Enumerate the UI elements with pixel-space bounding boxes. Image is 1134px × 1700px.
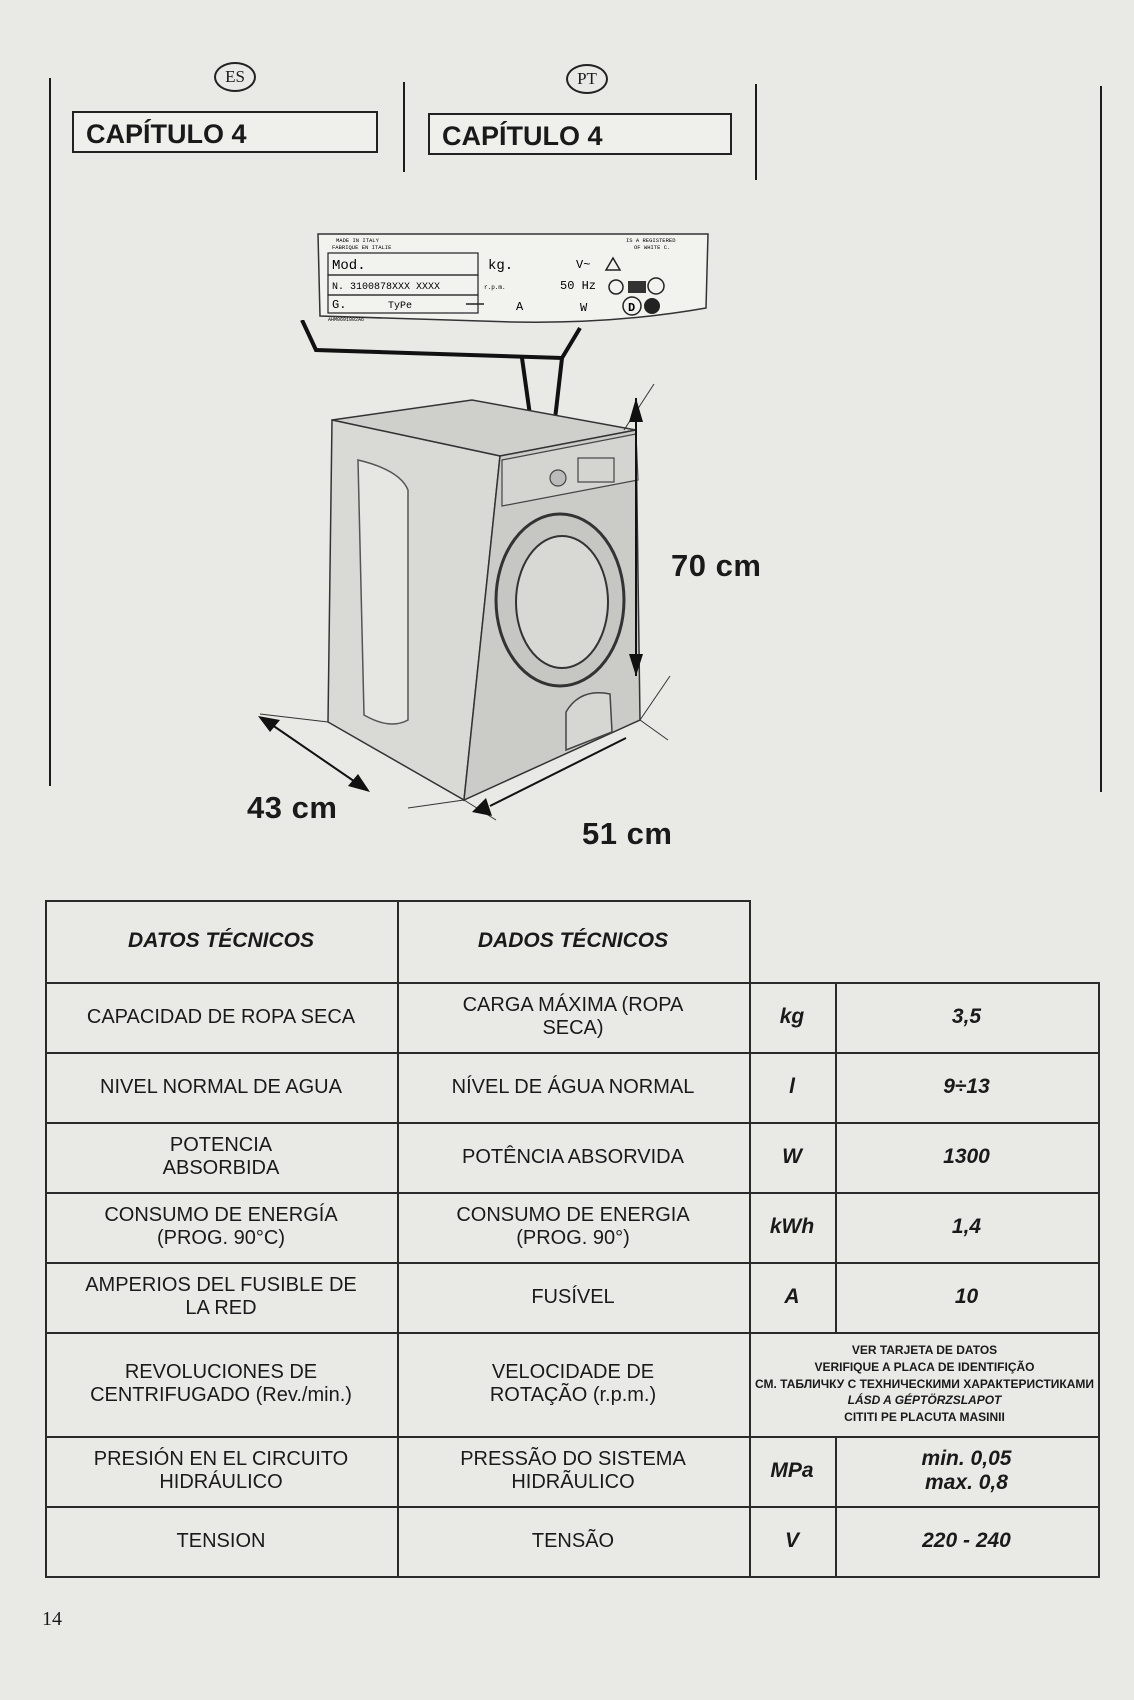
cell-unit: V xyxy=(784,1528,799,1552)
table-row xyxy=(45,1122,1100,1192)
cell-pt: VELOCIDADE DE ROTAÇÃO (r.p.m.) xyxy=(489,1361,657,1406)
cell-unit: W xyxy=(782,1144,802,1168)
cell-unit: l xyxy=(789,1074,795,1098)
cell-value: 1,4 xyxy=(951,1214,982,1238)
height-dimension-label: 70 cm xyxy=(671,548,762,583)
label-volt: V~ xyxy=(576,258,591,272)
label-kg: kg. xyxy=(488,258,514,274)
label-g: G. xyxy=(332,298,347,312)
cell-unit: MPa xyxy=(770,1458,814,1482)
label-hz: 50 Hz xyxy=(560,279,597,293)
header-pt: DADOS TÉCNICOS xyxy=(477,928,669,952)
cell-value: 9÷13 xyxy=(943,1074,990,1098)
label-w: W xyxy=(580,301,588,315)
table-row xyxy=(45,1052,1100,1122)
rpm-note: CITITI PE PLACUTA MASINII xyxy=(844,1410,1005,1425)
rating-label-plate xyxy=(316,232,710,326)
svg-text:D: D xyxy=(628,301,636,315)
right-rule xyxy=(1100,86,1102,792)
table-row xyxy=(45,1506,1100,1576)
cell-es: POTENCIA ABSORBIDA xyxy=(162,1134,280,1179)
label-type: TyPe xyxy=(388,301,413,312)
table-row xyxy=(45,1436,1100,1506)
label-mod: Mod. xyxy=(332,258,366,274)
cell-value: 10 xyxy=(954,1284,979,1308)
label-registered-2: OF WHITE C. xyxy=(634,244,671,251)
pressure-min: min. 0,05 xyxy=(921,1446,1012,1470)
table-row xyxy=(45,982,1100,1052)
cell-pt: FUSÍVEL xyxy=(531,1285,615,1308)
label-fabrique: FABRIQUE EN ITALIE xyxy=(332,244,392,251)
cell-es: REVOLUCIONES DE CENTRIFUGADO (Rev./min.) xyxy=(90,1361,352,1406)
label-barcode-text: AHM0691002A6 xyxy=(328,317,365,323)
table-header-row xyxy=(45,900,1100,982)
cell-value: 1300 xyxy=(943,1144,990,1168)
cell-pt: POTÊNCIA ABSORVIDA xyxy=(462,1145,684,1168)
label-a: A xyxy=(516,300,524,314)
cell-es: AMPERIOS DEL FUSIBLE DE LA RED xyxy=(85,1274,357,1319)
cell-value xyxy=(835,1436,1098,1506)
table-row xyxy=(45,1332,1100,1436)
depth-dimension-label: 43 cm xyxy=(247,790,338,825)
cell-pt: CONSUMO DE ENERGIA (PROG. 90°) xyxy=(456,1204,690,1249)
label-serial: N. 3100878XXX XXXX xyxy=(332,282,441,293)
chapter-title-pt: CAPÍTULO 4 xyxy=(428,113,732,155)
cell-es: CONSUMO DE ENERGÍA (PROG. 90°C) xyxy=(104,1204,338,1249)
chapter-title-es: CAPÍTULO 4 xyxy=(72,111,378,153)
rpm-notes xyxy=(749,1332,1100,1436)
cell-es: TENSION xyxy=(176,1529,266,1552)
label-rpm: r.p.m. xyxy=(484,284,506,291)
table-row xyxy=(45,1192,1100,1262)
label-made-in: MADE IN ITALY xyxy=(336,237,379,244)
energy-mark-icon xyxy=(628,281,646,293)
cell-pt: PRESSÃO DO SISTEMA HIDRÃULICO xyxy=(460,1448,686,1493)
middle-rule-2 xyxy=(755,84,757,180)
page-number: 14 xyxy=(42,1608,62,1630)
cell-value: 3,5 xyxy=(951,1004,982,1028)
table-row xyxy=(45,1262,1100,1332)
left-rule xyxy=(49,78,51,786)
middle-rule xyxy=(403,82,405,172)
cell-pt: CARGA MÁXIMA (ROPA SECA) xyxy=(462,994,684,1039)
rpm-note: VERIFIQUE A PLACA DE IDENTIFIÇÃO xyxy=(814,1359,1035,1374)
rpm-note: СМ. ТАБЛИЧКУ С ТЕХНИЧЕСКИМИ ХАРАКТЕРИСТИКАМИ xyxy=(754,1376,1095,1391)
cell-pt: TENSÃO xyxy=(531,1529,615,1552)
cell-unit: kWh xyxy=(769,1214,815,1238)
rpm-note: LÁSD A GÉPTÖRZSLAPOT xyxy=(847,1393,1002,1408)
cell-es: CAPACIDAD DE ROPA SECA xyxy=(86,1005,356,1028)
cell-es: NIVEL NORMAL DE AGUA xyxy=(100,1075,342,1098)
cell-value: 220 - 240 xyxy=(922,1528,1011,1552)
cell-es: PRESIÓN EN EL CIRCUITO HIDRÁULICO xyxy=(93,1448,349,1493)
label-registered: IS A REGISTERED xyxy=(626,237,676,244)
header-es: DATOS TÉCNICOS xyxy=(128,928,314,952)
rpm-note: VER TARJETA DE DATOS xyxy=(851,1343,998,1357)
width-dimension-label: 51 cm xyxy=(582,816,673,851)
safety-mark-icon xyxy=(644,298,660,314)
cell-pt: NÍVEL DE ÁGUA NORMAL xyxy=(451,1075,695,1098)
pressure-max: max. 0,8 xyxy=(925,1471,1008,1494)
language-badge-es: ES xyxy=(214,62,256,92)
cell-unit: A xyxy=(784,1284,800,1308)
language-badge-pt: PT xyxy=(566,64,608,94)
cell-unit: kg xyxy=(779,1004,805,1028)
